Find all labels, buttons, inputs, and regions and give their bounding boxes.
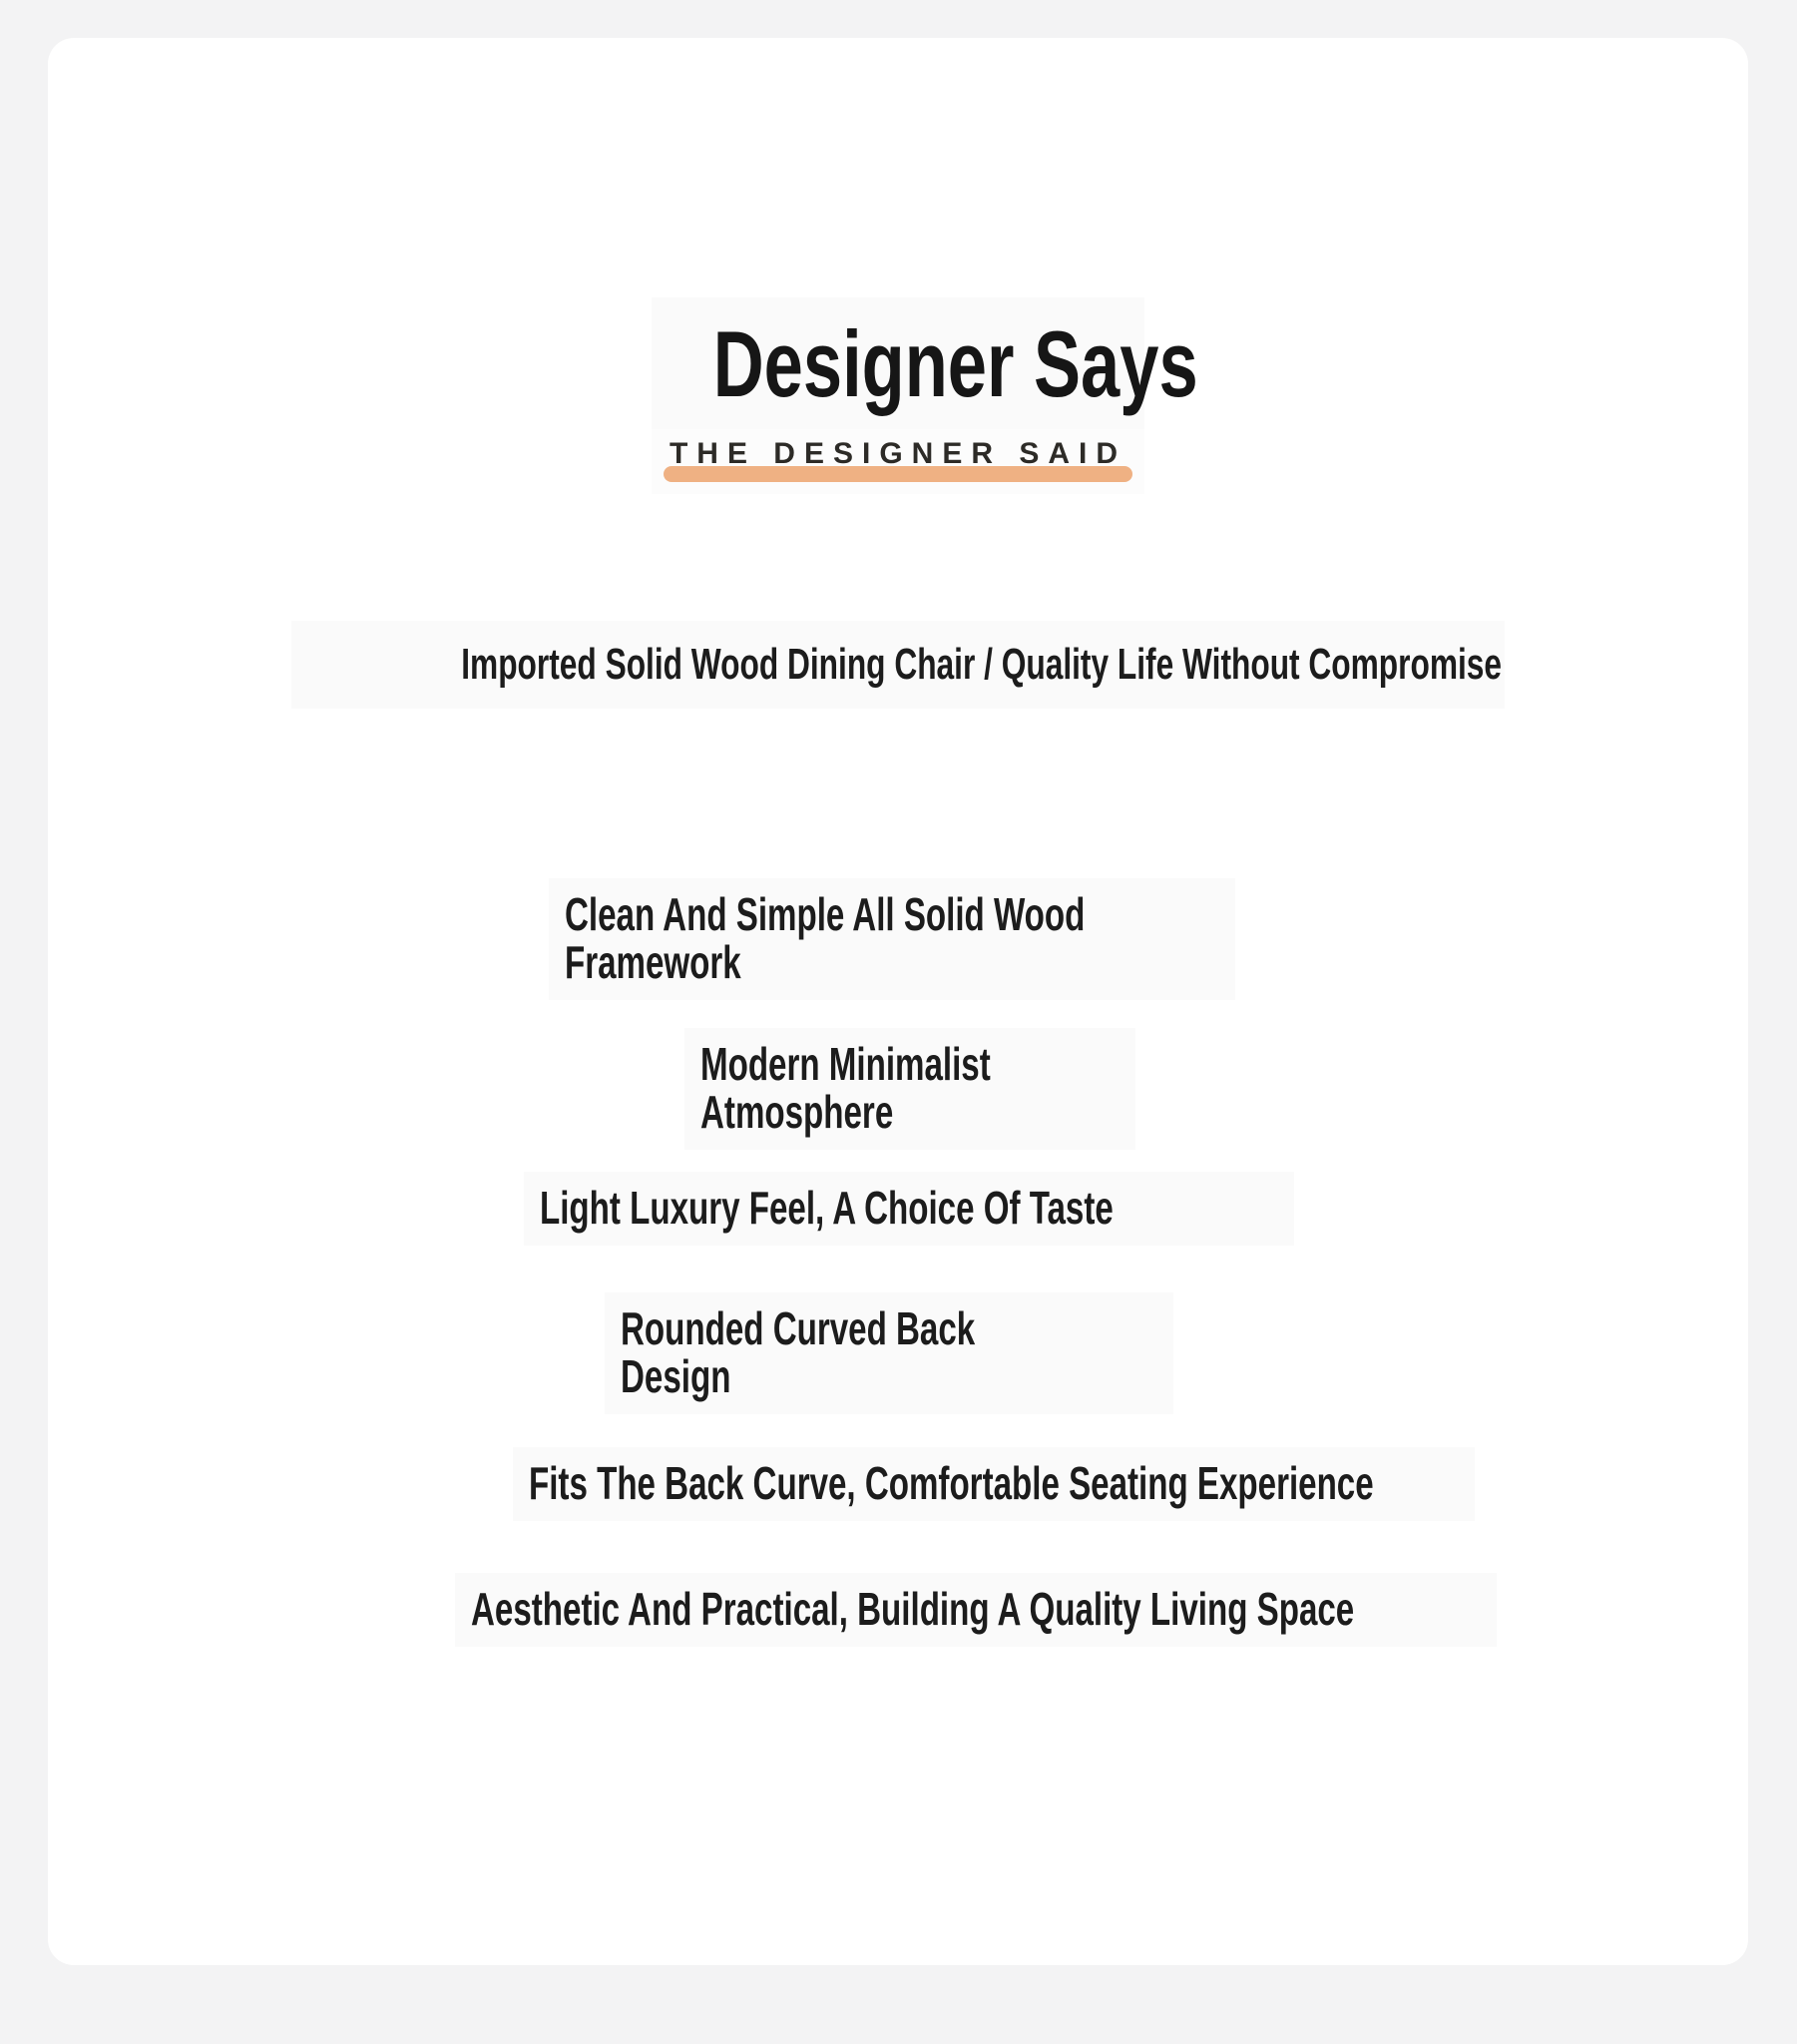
title-backdrop	[652, 297, 1198, 433]
handwritten-subtitle: THE DESIGNER SAID	[669, 437, 1127, 470]
subtitle-block	[652, 429, 1144, 494]
content-card	[48, 38, 1748, 1965]
feature-light-luxury	[524, 1172, 1294, 1246]
feature-line: Modern Minimalist	[700, 1038, 991, 1090]
feature-line: Design	[621, 1350, 731, 1402]
feature-line: Framework	[565, 936, 741, 988]
feature-line: Fits The Back Curve, Comfortable Seating Experience	[529, 1457, 1374, 1509]
feature-line: Rounded Curved Back	[621, 1302, 976, 1354]
tagline-text: Imported Solid Wood Dining Chair / Quality Life Without Compromise	[461, 640, 1503, 689]
tagline-block	[291, 621, 1505, 709]
feature-line: Clean And Simple All Solid Wood	[565, 888, 1086, 940]
page-title: Designer Says	[712, 311, 1198, 416]
feature-curved-back-design	[605, 1292, 1173, 1414]
feature-line: Light Luxury Feel, A Choice Of Taste	[540, 1182, 1114, 1234]
feature-line: Atmosphere	[700, 1086, 894, 1138]
feature-minimalist-atmosphere	[684, 1028, 1135, 1150]
feature-solid-wood-framework	[549, 878, 1235, 1000]
feature-line: Aesthetic And Practical, Building A Quality Living Space	[471, 1583, 1355, 1635]
feature-seating-comfort	[513, 1447, 1475, 1521]
feature-quality-living-space	[455, 1573, 1497, 1647]
